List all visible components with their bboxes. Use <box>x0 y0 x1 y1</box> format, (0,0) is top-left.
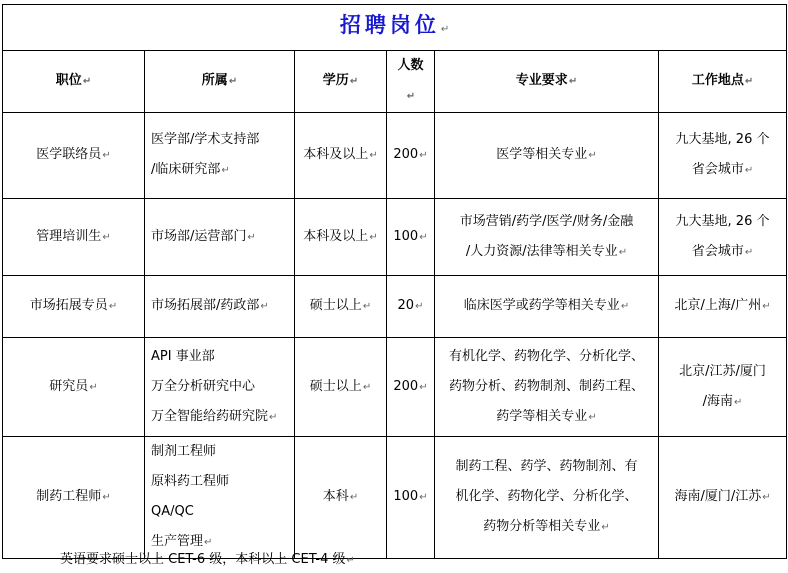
cell-text: 生产管理 <box>151 534 204 549</box>
cell-line <box>441 402 652 433</box>
paragraph-mark-icon: ↵ <box>369 231 378 243</box>
cell-line <box>665 357 780 387</box>
cell-line <box>441 482 652 512</box>
cell-line <box>441 342 652 372</box>
cell-text: 市场拓展专员 <box>29 298 108 313</box>
dept-cell <box>145 276 295 338</box>
education-cell <box>295 276 387 338</box>
cell-line <box>151 222 288 253</box>
cell-line <box>151 402 288 433</box>
cell-line <box>151 497 288 527</box>
paragraph-mark-icon: ↵ <box>415 301 424 312</box>
footnote-text: 英语要求硕士以上 CET-6 级，本科以上 CET-4 级 <box>60 552 346 567</box>
cell-text: QA/QC <box>151 504 194 519</box>
cell-text: 药物分析、药物制剂、制药工程、 <box>448 378 644 394</box>
paragraph-mark-icon: ↵ <box>419 492 428 503</box>
location-cell <box>659 276 787 338</box>
recruitment-table <box>2 4 787 559</box>
paragraph-mark-icon: ↵ <box>620 301 630 312</box>
paragraph-mark-icon: ↵ <box>349 76 359 87</box>
cell-line <box>151 342 288 372</box>
paragraph-mark-icon: ↵ <box>349 492 359 503</box>
cell-line <box>393 482 428 513</box>
count-cell <box>387 113 435 199</box>
cell-text: /临床研究部 <box>151 162 221 177</box>
header-position: 职位 <box>55 73 82 88</box>
position-cell <box>3 338 145 437</box>
cell-text: 省会城市 <box>691 243 744 259</box>
cell-text: 市场营销/药学/医学/财务/金融 <box>459 213 634 229</box>
location-cell <box>659 338 787 437</box>
cell-line <box>151 372 288 402</box>
cell-text: 硕士以上 <box>309 378 362 394</box>
cell-text: 医学部/学术支持部 <box>151 132 260 147</box>
cell-text: 20 <box>397 298 415 313</box>
dept-cell <box>145 338 295 437</box>
paragraph-mark-icon: ↵ <box>744 246 754 258</box>
cell-text: /人力资源/法律等相关专业 <box>465 243 618 259</box>
major-cell <box>435 338 659 437</box>
location-cell <box>659 199 787 276</box>
table-row <box>3 437 787 559</box>
paragraph-mark-icon: ↵ <box>588 150 597 161</box>
paragraph-mark-icon: ↵ <box>362 381 372 393</box>
paragraph-mark-icon: ↵ <box>419 150 428 161</box>
paragraph-mark-icon: ↵ <box>369 150 378 161</box>
cell-text: 管理培训生 <box>36 228 102 244</box>
paragraph-mark-icon: ↵ <box>204 537 213 548</box>
count-cell <box>387 199 435 276</box>
cell-line <box>151 125 288 155</box>
paragraph-mark-icon: ↵ <box>102 492 111 503</box>
paragraph-mark-icon: ↵ <box>269 411 278 423</box>
cell-text: 药学等相关专业 <box>496 408 588 424</box>
position-cell <box>3 437 145 559</box>
dept-cell <box>145 437 295 559</box>
cell-line <box>441 372 652 402</box>
cell-line <box>665 387 780 418</box>
header-cell <box>295 51 387 113</box>
cell-line <box>301 291 380 322</box>
cell-line <box>9 482 138 513</box>
header-dept: 所属 <box>201 73 228 88</box>
table-body <box>3 113 787 559</box>
cell-text: 医学等相关专业 <box>496 147 588 162</box>
count-cell <box>387 276 435 338</box>
cell-text: 机化学、药物化学、分析化学、 <box>455 489 638 504</box>
cell-text: 有机化学、药物化学、分析化学、 <box>448 348 644 364</box>
cell-line <box>441 207 652 237</box>
position-cell <box>3 113 145 199</box>
header-location: 工作地点 <box>691 73 744 88</box>
cell-line <box>301 140 380 171</box>
major-cell <box>435 199 659 276</box>
cell-line <box>441 512 652 543</box>
cell-line <box>301 372 380 403</box>
paragraph-mark-icon: ↵ <box>744 165 754 176</box>
paragraph-mark-icon: ↵ <box>419 231 428 243</box>
cell-line <box>393 140 428 171</box>
cell-text: /海南 <box>702 393 734 409</box>
cell-text: 药物分析等相关专业 <box>483 519 601 534</box>
paragraph-mark-icon: ↵ <box>406 91 416 102</box>
header-count: 人数 <box>397 58 424 73</box>
cell-text: 万全智能给药研究院 <box>151 408 269 424</box>
cell-text: 制药工程师 <box>36 489 102 504</box>
paragraph-mark-icon: ↵ <box>734 396 743 408</box>
cell-text: 200 <box>393 147 419 162</box>
cell-text: 研究员 <box>49 378 89 394</box>
location-cell <box>659 113 787 199</box>
paragraph-mark-icon: ↵ <box>260 301 269 312</box>
header-row <box>3 51 787 113</box>
header-cell <box>387 51 435 113</box>
cell-text: 海南/厦门/江苏 <box>674 489 762 504</box>
cell-line <box>441 140 652 171</box>
count-cell <box>387 338 435 437</box>
cell-text: 市场部/运营部门 <box>151 228 247 244</box>
cell-line <box>393 372 428 403</box>
cell-text: 制剂工程师 <box>151 444 217 459</box>
cell-line <box>9 291 138 322</box>
major-cell <box>435 437 659 559</box>
cell-text: 200 <box>393 378 419 394</box>
cell-line <box>665 482 780 513</box>
position-cell <box>3 276 145 338</box>
cell-text: 北京/上海/广州 <box>674 298 762 313</box>
cell-line <box>665 237 780 268</box>
paragraph-mark-icon: ↵ <box>362 301 372 312</box>
cell-line <box>301 222 380 253</box>
cell-line <box>665 291 780 322</box>
paragraph-mark-icon: ↵ <box>247 231 256 243</box>
header-cell <box>435 51 659 113</box>
cell-line <box>151 155 288 186</box>
cell-text: 医学联络员 <box>36 147 102 162</box>
cell-line <box>9 222 138 253</box>
cell-text: 制药工程、药学、药物制剂、有 <box>455 459 638 474</box>
paragraph-mark-icon: ↵ <box>762 492 771 503</box>
cell-line <box>393 291 428 322</box>
table-row <box>3 338 787 437</box>
major-cell <box>435 276 659 338</box>
count-cell <box>387 437 435 559</box>
paragraph-mark-icon: ↵ <box>762 301 771 312</box>
cell-text: 硕士以上 <box>309 298 362 313</box>
paragraph-mark-icon: ↵ <box>346 555 355 566</box>
cell-line <box>441 291 652 322</box>
header-major: 专业要求 <box>515 73 568 88</box>
cell-text: 100 <box>393 228 419 244</box>
title-cell <box>3 5 787 51</box>
cell-text: 原料药工程师 <box>151 474 230 489</box>
cell-text: API 事业部 <box>151 348 215 364</box>
paragraph-mark-icon: ↵ <box>102 231 111 243</box>
cell-text: 省会城市 <box>691 162 744 177</box>
position-cell <box>3 199 145 276</box>
header-cell <box>3 51 145 113</box>
cell-text: 临床医学或药学等相关专业 <box>463 298 620 313</box>
cell-text: 本科及以上 <box>303 228 369 244</box>
table-row <box>3 199 787 276</box>
header-cell <box>145 51 295 113</box>
cell-line <box>441 237 652 268</box>
education-cell <box>295 338 387 437</box>
paragraph-mark-icon: ↵ <box>568 76 578 87</box>
header-education: 学历 <box>322 73 349 88</box>
cell-line <box>665 125 780 155</box>
paragraph-mark-icon: ↵ <box>108 301 118 312</box>
paragraph-mark-icon: ↵ <box>744 76 754 87</box>
cell-text: 九大基地, 26 个 <box>675 213 770 229</box>
cell-text: 本科及以上 <box>303 147 369 162</box>
cell-line <box>441 452 652 482</box>
education-cell <box>295 199 387 276</box>
cell-text: 市场拓展部/药政部 <box>151 298 260 313</box>
table-row <box>3 276 787 338</box>
table-title: 招聘岗位 <box>339 12 440 37</box>
header-cell <box>659 51 787 113</box>
cell-line <box>151 291 288 322</box>
education-cell <box>295 437 387 559</box>
paragraph-mark-icon: ↵ <box>618 246 628 258</box>
cell-line <box>151 437 288 467</box>
paragraph-mark-icon: ↵ <box>440 24 450 35</box>
cell-text: 北京/江苏/厦门 <box>679 363 766 379</box>
paragraph-mark-icon: ↵ <box>89 381 98 393</box>
cell-line <box>665 155 780 186</box>
cell-line <box>665 207 780 237</box>
cell-text: 本科 <box>322 489 349 504</box>
major-cell <box>435 113 659 199</box>
paragraph-mark-icon: ↵ <box>419 381 428 393</box>
paragraph-mark-icon: ↵ <box>601 522 610 533</box>
dept-cell <box>145 199 295 276</box>
dept-cell <box>145 113 295 199</box>
cell-line <box>9 372 138 403</box>
footnote <box>60 548 355 567</box>
education-cell <box>295 113 387 199</box>
cell-line <box>393 222 428 253</box>
cell-text: 万全分析研究中心 <box>151 378 256 394</box>
paragraph-mark-icon: ↵ <box>221 165 230 176</box>
table-row <box>3 113 787 199</box>
cell-line <box>301 482 380 513</box>
paragraph-mark-icon: ↵ <box>588 411 597 423</box>
cell-text: 100 <box>393 489 419 504</box>
paragraph-mark-icon: ↵ <box>228 76 238 87</box>
location-cell <box>659 437 787 559</box>
paragraph-mark-icon: ↵ <box>82 76 92 87</box>
cell-line <box>9 140 138 171</box>
paragraph-mark-icon: ↵ <box>102 150 111 161</box>
cell-line <box>151 467 288 497</box>
cell-text: 九大基地, 26 个 <box>675 132 770 147</box>
